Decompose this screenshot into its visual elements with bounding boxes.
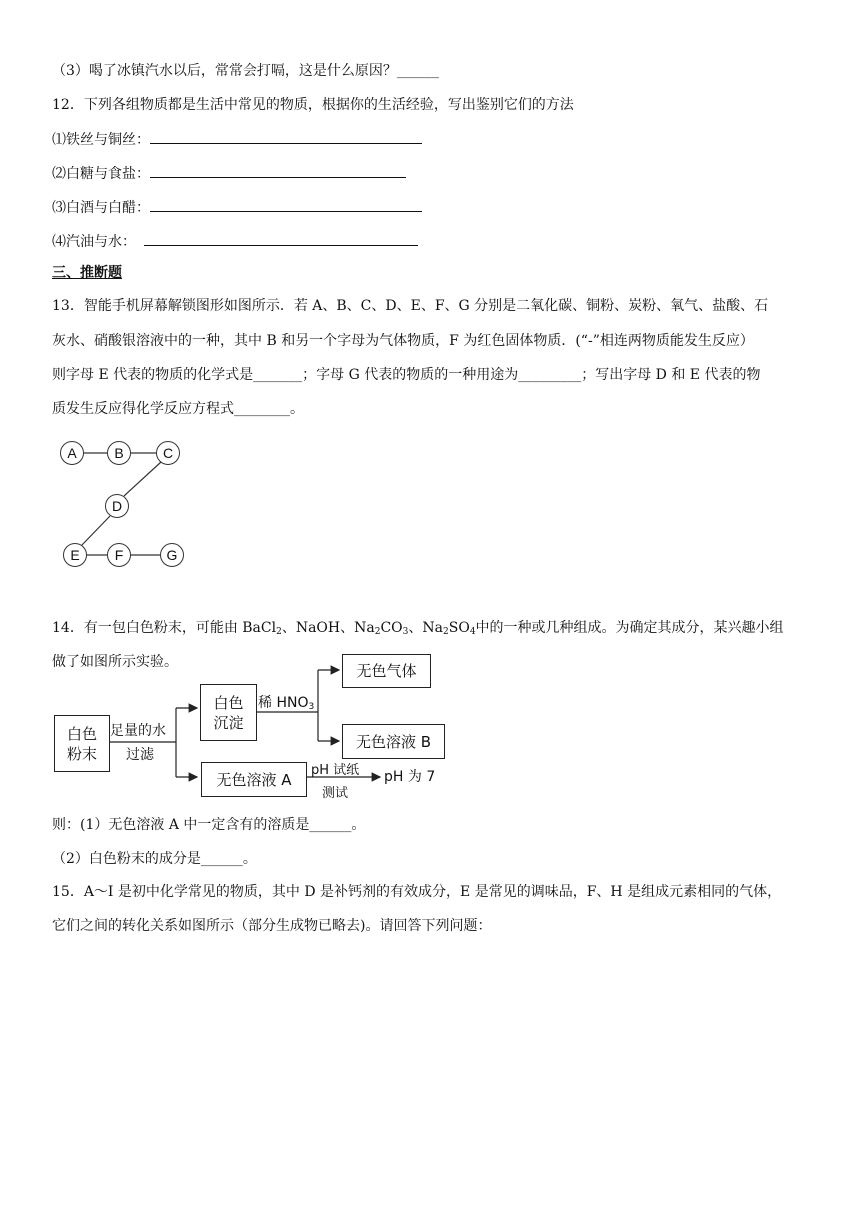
q13-line-1: 13．智能手机屏幕解锁图形如图所示．若 A、B、C、D、E、F、G 分别是二氧化碳、铜粉、炭粉、氧气、盐酸、石 — [52, 298, 769, 314]
q12-item-3-label: ⑶白酒与白醋： — [52, 200, 150, 216]
pattern-node-g: G — [160, 543, 184, 567]
q14-text: SO — [448, 620, 470, 636]
test-label: 测试 — [322, 786, 349, 801]
filter-label: 过滤 — [126, 747, 154, 763]
solution-a-box: 无色溶液 A — [201, 762, 307, 797]
ph-paper-label: pH 试纸 — [311, 763, 360, 778]
pattern-node-e: E — [63, 543, 87, 567]
q12-item-4-label: ⑷汽油与水： — [52, 234, 136, 250]
subscript: 2 — [443, 627, 449, 637]
box-text: 粉末 — [66, 744, 97, 763]
q14-text: 、NaOH、Na — [281, 620, 375, 636]
q15-line-1: 15．A～I 是初中化学常见的物质，其中 D 是补钙剂的有效成分，E 是常见的调味品，F、H 是组成元素相同的气体， — [52, 884, 782, 900]
q11-part3: （3）喝了冰镇汽水以后，常常会打嗝，这是什么原因？______ — [52, 63, 439, 79]
q12-item-2-label: ⑵白糖与食盐： — [52, 166, 150, 182]
pattern-node-b: B — [107, 441, 131, 465]
box-text: 白色 — [213, 693, 244, 712]
q14-subquestion-1: 则：(1）无色溶液 A 中一定含有的溶质是______。 — [52, 817, 366, 833]
white-precipitate-box — [200, 684, 257, 741]
water-label: 足量的水 — [110, 723, 166, 739]
colorless-gas-box: 无色气体 — [342, 654, 431, 688]
pattern-node-d: D — [105, 494, 129, 518]
pattern-node-c: C — [156, 441, 180, 465]
q14-line-2: 做了如图所示实验。 — [52, 654, 178, 670]
ph-result-label: pH 为 7 — [384, 769, 436, 785]
q14-text: 中的一种或几种组成。为确定其成分，某兴趣小组 — [475, 620, 784, 636]
q14-text: 、Na — [408, 620, 443, 636]
box-text: 沉淀 — [213, 713, 244, 732]
acid-text: 稀 HNO — [258, 695, 309, 711]
q13-line-2: 灰水、硝酸银溶液中的一种，其中 B 和另一个字母为气体物质，F 为红色固体物质．(“-”相连两物质能发生反应） — [52, 333, 754, 349]
q14-text: 14．有一包白色粉末，可能由 BaCl — [52, 620, 277, 636]
q12-item-1-label: ⑴铁丝与铜丝： — [52, 132, 150, 148]
subscript: 4 — [469, 627, 476, 637]
q12-stem: 12．下列各组物质都是生活中常见的物质，根据你的生活经验，写出鉴别它们的方法 — [52, 97, 574, 113]
white-powder-box — [54, 715, 110, 772]
pattern-node-a: A — [60, 441, 84, 465]
q15-line-2: 它们之间的转化关系如图所示（部分生成物已略去)。请回答下列问题： — [52, 918, 492, 934]
subscript: 3 — [308, 702, 315, 712]
subscript: 2 — [276, 627, 282, 637]
acid-label — [258, 692, 314, 712]
q14-subquestion-2: （2）白色粉末的成分是______。 — [52, 851, 257, 867]
q14-text: CO — [380, 620, 403, 636]
subscript: 2 — [374, 627, 381, 637]
q13-line-4: 质发生反应得化学反应方程式________。 — [52, 401, 304, 417]
pattern-node-f: F — [107, 543, 131, 567]
box-text: 白色 — [66, 724, 97, 743]
q13-line-3: 则字母 E 代表的物质的化学式是_______；字母 G 代表的物质的一种用途为_________；写出字母 D 和 E 代表的物 — [52, 367, 761, 383]
section-heading: 三、推断题 — [52, 265, 122, 281]
subscript: 3 — [402, 627, 409, 637]
solution-b-box: 无色溶液 B — [342, 724, 445, 759]
